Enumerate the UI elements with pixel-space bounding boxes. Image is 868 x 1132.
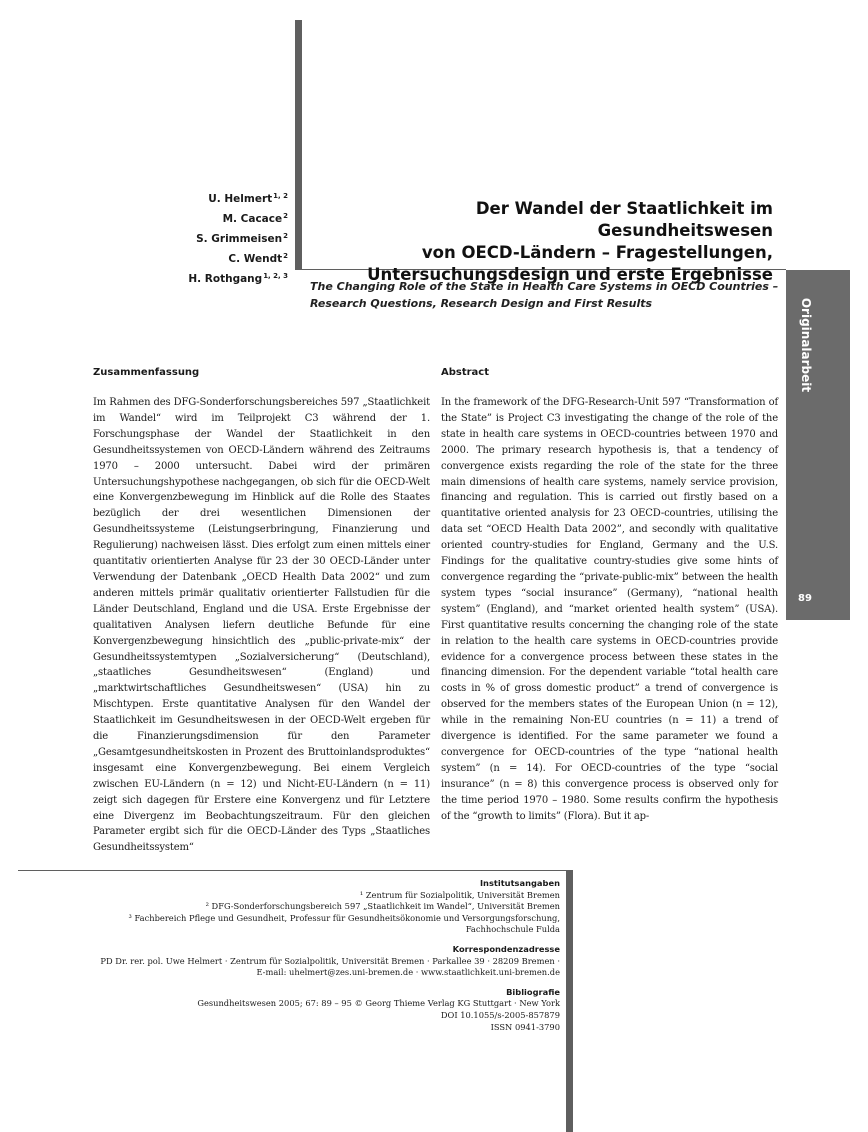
affiliation-line: Fachhochschule Fulda [465, 924, 560, 935]
affiliation-line: ² DFG-Sonderforschungsbereich 597 „Staatlichkeit im Wandel“, Universität Bremen [205, 901, 560, 912]
affiliation-line: ³ Fachbereich Pflege und Gesundheit, Professur für Gesundheitsökonomie und Versorgungsforschung, [128, 912, 560, 923]
header-vertical-rule [295, 20, 302, 270]
bibliography-line: Gesundheitswesen 2005; 67: 89 – 95 © Georg Thieme Verlag KG Stuttgart · New York [197, 998, 560, 1009]
zusammenfassung-section [93, 366, 430, 856]
section-label: Originalarbeit [799, 297, 814, 393]
article-info-block [60, 878, 560, 1033]
abstract-section [441, 366, 778, 824]
author-list [188, 188, 288, 288]
footer-horizontal-rule [18, 870, 568, 871]
footer-vertical-rule [566, 870, 573, 1132]
bibliography-line: ISSN 0941-3790 [490, 1021, 560, 1032]
author: U. Helmert$^{1, 2}$ [208, 192, 288, 205]
paper-title: Der Wandel der Staatlichkeit im Gesundheitswesen von OECD-Ländern – Fragestellungen, Untersuchungsdesign und erste Ergebnisse [367, 199, 773, 284]
author: S. Grimmeisen$^2$ [196, 232, 288, 245]
zusammenfassung-text: Im Rahmen des DFG-Sonderforschungsbereiches 597 „Staatlichkeit im Wandel“ wird im Teilprojekt C3 während der 1. Forschungsphase der Wandel der Staatlichkeit in den Gesundheitssystemen von OECD-Ländern während des Zeitraums 1970 – 2000 untersucht. Dabei wird der primären Untersuchungshypothese nachgegangen, ob sich für die OECD-Welt eine Konvergenzbewegung im Hinblick auf die Rolle des Staates bezüglich der drei wesentlichen Dimensionen der Gesundheitssysteme (Leistungserbringung, Finanzierung und Regulierung) nachweisen lässt. Dies erfolgt zum einen mittels einer quantitativ orientierten Analyse für 23 der 30 OECD-Länder unter Verwendung der Datenbank „OECD Health Data 2002“ und zum anderen mittels primär qualitativ orientierter Fallstudien für die Länder Deutschland, England und die USA. Erste Ergebnisse der qualitativen Analysen liefern deutliche Befunde für eine Konvergenzbewegung hinsichtlich des „public-private-mix“ der Gesundheitssystemtypen „Sozialversicherung“ (Deutschland), „staatliches Gesundheitswesen“ (England) und „marktwirtschaftliches Gesundheitswesen“ (USA) hin zu Mischtypen. Erste quantitative Analysen für den Wandel der Staatlichkeit im Gesundheitswesen in der OECD-Welt ergeben für die Finanzierungsdimension für den Parameter „Gesamtgesundheitskosten in Prozent des Bruttoinlandsproduktes“ insgesamt eine Konvergenzbewegung. Bei einem Vergleich zwischen EU-Ländern (n = 12) und Nicht-EU-Ländern (n = 11) zeigt sich dagegen für Erstere eine Konvergenz und für Letztere eine Divergenz im Beobachtungszeitraum. Für den gleichen Parameter ergibt sich für die OECD-Länder des Typs „Staatliches Gesundheitssystem“ [93, 397, 430, 854]
correspondence-line: PD Dr. rer. pol. Uwe Helmert · Zentrum für Sozialpolitik, Universität Bremen · Parkallee 39 · 28209 Bremen · [100, 955, 560, 966]
correspondence-line: E-mail: uhelmert@zes.uni-bremen.de · www.staatlichkeit.uni-bremen.de [256, 967, 560, 978]
paper-subtitle-english: The Changing Role of the State in Health Care Systems in OECD Countries – Research Questions, Research Design and First Results [310, 280, 779, 310]
affiliation-line: ¹ Zentrum für Sozialpolitik, Universität Bremen [359, 889, 560, 900]
author: H. Rothgang$^{1, 2, 3}$ [188, 272, 288, 285]
abstract-heading: Abstract [441, 367, 490, 378]
zusammenfassung-heading: Zusammenfassung [93, 367, 200, 378]
institutsangaben-heading: Institutsangaben [479, 878, 560, 888]
korrespondenzadresse-heading: Korrespondenzadresse [452, 943, 560, 954]
bibliography-line: DOI 10.1055/s-2005-857879 [440, 1009, 560, 1020]
author: M. Cacace$^2$ [222, 212, 288, 225]
author: C. Wendt$^2$ [228, 252, 288, 265]
page-number: 89 [798, 593, 812, 604]
bibliografie-heading: Bibliografie [506, 986, 560, 997]
abstract-text: In the framework of the DFG-Research-Unit 597 “Transformation of the State” is Project C3 investigating the change of the role of the state in health care systems in OECD-countries between 1970 and 2000. The primary research hypothesis is, that a tendency of convergence exists regarding the role of the state for the three main dimensions of health care systems, namely service provision, financing and regulation. This is carried out firstly based on a quantitative oriented analysis for 23 OECD-countries, utilising the data set “OECD Health Data 2002”, and secondly with qualitative oriented country-studies for England, Germany and the U.S. Findings for the qualitative country-studies give some hints of convergence regarding the “private-public-mix” between the health system types “social insurance” (Germany), “national health system” (England), and “market oriented health system” (USA). First quantitative results concerning the changing role of the state in relation to the health care systems in OECD-countries provide evidence for a convergence process between these states in the financing dimension. For the dependent variable “total health care costs in % of gross domestic product” a trend of convergence is observed for the members states of the European Union (n = 12), while in the remaining Non-EU countries (n = 11) a trend of divergence is identified. For the same parameter we found a convergence for OECD-countries of the type “national health system” (n = 14). For OECD-countries of the type “social insurance” (n = 8) this convergence process is observed only for the time period 1970 – 1980. Some results confirm the hypothesis of the “growth to limits” (Flora). But it ap- [441, 397, 778, 822]
